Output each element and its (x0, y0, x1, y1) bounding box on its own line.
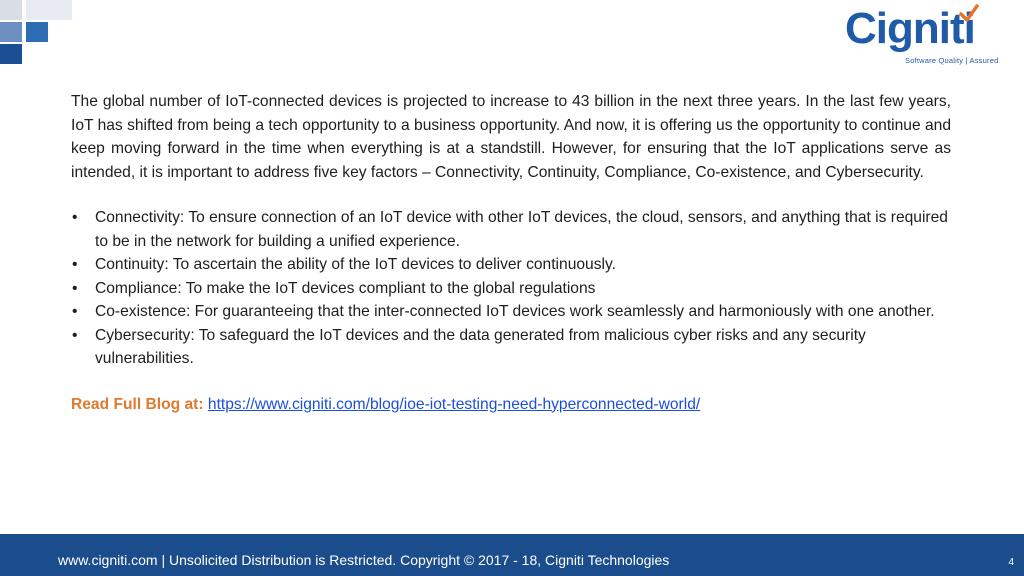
footer-copyright: www.cigniti.com | Unsolicited Distribution is Restricted. Copyright © 2017 - 18, (58, 552, 546, 568)
footer-brand: Cigniti Technologies (545, 552, 670, 568)
list-item: • Continuity: To ascertain the ability of the IoT devices to deliver continuously. (71, 253, 951, 277)
logo-tagline: Software Quality | Assured (905, 56, 999, 65)
page-number: 4 (1008, 557, 1014, 568)
logo-brand: Cigniti (845, 4, 975, 53)
footer-bar (0, 534, 1024, 576)
corner-square (0, 22, 22, 42)
corner-square (0, 44, 22, 64)
blog-label: Read Full Blog at: (71, 395, 204, 413)
list-item: • Compliance: To make the IoT devices compliant to the global regulations (71, 277, 951, 301)
checkmark-icon (959, 4, 979, 24)
key-factors-list (71, 206, 951, 371)
slide-content (71, 90, 951, 416)
blog-link[interactable]: https://www.cigniti.com/blog/ioe-iot-testing-need-hyperconnected-world/ (207, 395, 701, 413)
list-item: • Connectivity: To ensure connection of an IoT device with other IoT devices, the cloud, sensors, and anything that is required to be in the network for building a unified experience. (71, 206, 951, 253)
intro-paragraph: The global number of IoT-connected devices is projected to increase to 43 billion in the next three years. In the last few years, IoT has shifted from being a tech opportunity to a business opportunity. And now, it is offering us the opportunity to continue and keep moving forward in the time when everything is at a standstill. However, for ensuring that the IoT applications serve as intended, it is important to address five key factors – Connectivity, Continuity, Compliance, Co-existence, and Cybersecurity. (71, 93, 951, 181)
footer-text (58, 552, 669, 568)
corner-square (0, 0, 22, 20)
blog-reference (71, 393, 951, 417)
list-item: • Co-existence: For guaranteeing that the inter-connected IoT devices work seamlessly and harmoniously with one another. (71, 300, 951, 324)
corner-square (26, 22, 48, 42)
corner-square (26, 0, 72, 20)
cigniti-logo (845, 4, 1005, 68)
list-item: • Cybersecurity: To safeguard the IoT devices and the data generated from malicious cyber risks and any security vulnerabilities. (71, 324, 951, 371)
